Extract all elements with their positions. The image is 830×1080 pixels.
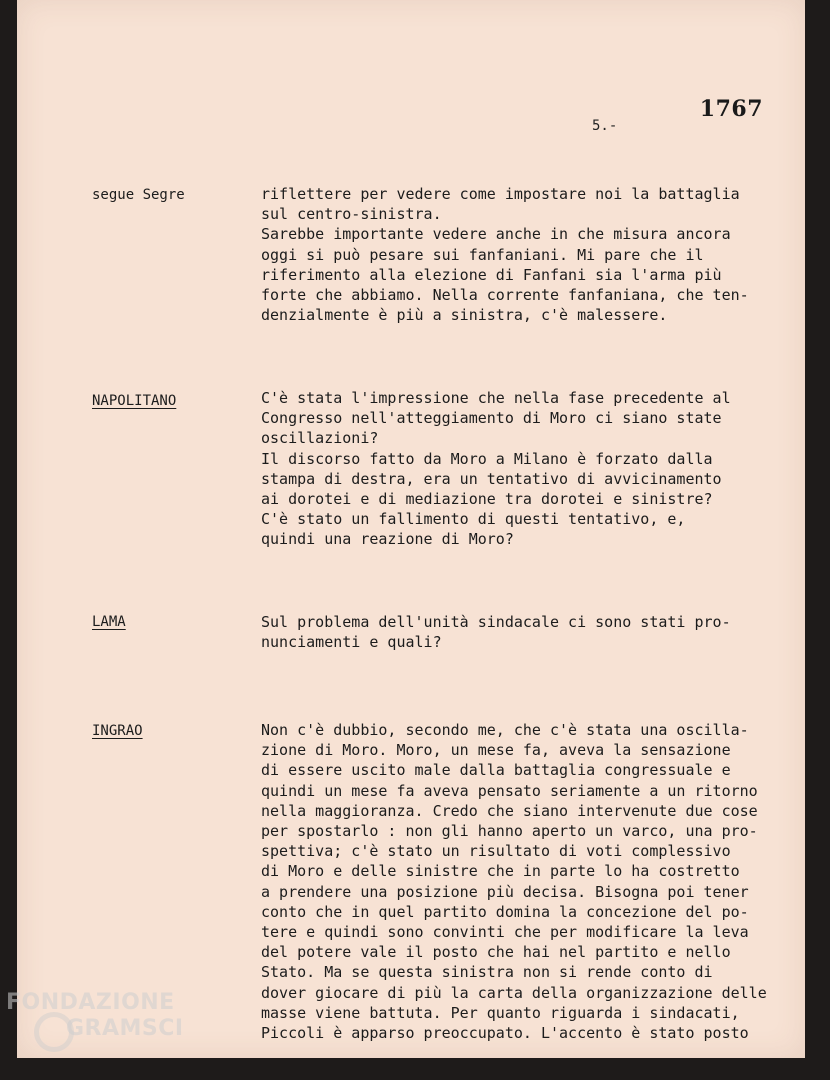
speech-paragraph: riflettere per vedere come impostare noi la battaglia sul centro-sinistra. Sarebbe importante vedere anche in che misura ancora oggi si può pesare sui fanfaniani. Mi pare che il riferimento alla elezione di Fanfani sia l'arma più forte che abbiamo. Nella corrente fanfaniana, che ten- denzialmente è più a sinistra, c'è malessere. [261, 185, 749, 325]
speaker-label: NAPOLITANO [92, 393, 177, 409]
speaker-label: LAMA [92, 614, 126, 630]
archive-watermark [6, 990, 184, 1042]
speech-paragraph: Sul problema dell'unità sindacale ci sono stati pro- nunciamenti e quali? [261, 613, 731, 652]
speech-text [261, 184, 749, 325]
speech-paragraph: Non c'è dubbio, secondo me, che c'è stata una oscilla- zione di Moro. Moro, un mese fa, aveva la sensazione di essere uscito male dalla battaglia congressuale e quindi un mese fa aveva pensato seriamente a un ritorno nella maggioranza. Credo che siano intervenute due cose per spostarlo : non gli hanno aperto un varco, una pro- spettiva; c'è stato un risultato di voti complessivo di Moro e delle sinistre che in parte lo ha costretto a prendere una posizione più decisa. Bisogna poi tener conto che in quel partito domina la concezione del po- tere e quindi sono convinti che per modificare la leva del potere vale il posto che hai nel partito e nello Stato. Ma se questa sinistra non si rende conto di dover giocare di più la carta della organizzazione delle masse viene battuta. Per quanto riguarda i sindacati, Piccoli è apparso preoccupato. L'accento è stato posto [261, 721, 767, 1043]
document-page [17, 0, 805, 1058]
speaker-label: segue Segre [92, 187, 185, 203]
speech-text [261, 388, 731, 550]
page-number: 5.- [592, 118, 618, 134]
archive-page-id: 1767 [699, 96, 763, 122]
watermark-line2: GRAMSCI [66, 1016, 184, 1041]
speech-text [261, 612, 731, 652]
watermark-line1: FONDAZIONE [6, 990, 175, 1015]
speaker-label: INGRAO [92, 723, 143, 739]
speech-paragraph: C'è stata l'impressione che nella fase precedente al Congresso nell'atteggiamento di Moro ci siano state oscillazioni? Il discorso fatto da Moro a Milano è forzato dalla stampa di destra, era un tentativo di avvicinamento ai dorotei e di mediazione tra dorotei e sinistre? C'è stato un fallimento di questi tentativo, e, quindi una reazione di Moro? [261, 389, 731, 549]
speech-text [261, 720, 767, 1043]
